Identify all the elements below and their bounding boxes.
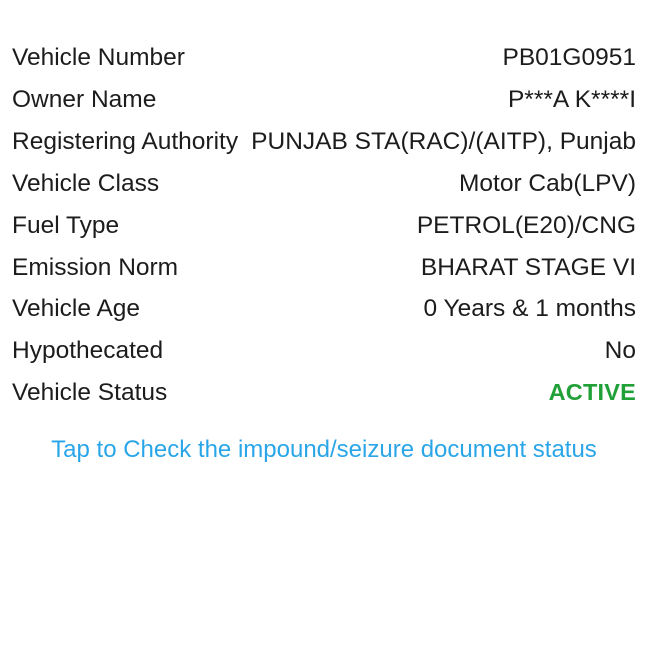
detail-value: PUNJAB STA(RAC)/(AITP), Punjab [251, 127, 636, 155]
detail-label: Vehicle Age [12, 295, 141, 323]
detail-label: Vehicle Number [12, 44, 185, 71]
detail-label: Hypothecated [12, 337, 164, 365]
impound-seizure-status-link[interactable]: Tap to Check the impound/seizure document status [51, 436, 597, 464]
detail-label: Owner Name [12, 85, 157, 113]
detail-value: P***A K****I [507, 85, 636, 113]
detail-label: Emission Norm [12, 253, 179, 281]
detail-row-vehicle-age [12, 295, 636, 337]
detail-row-vehicle-number [12, 44, 636, 86]
detail-row-vehicle-status [12, 379, 636, 421]
detail-label: Vehicle Class [12, 169, 160, 197]
detail-value: BHARAT STAGE VI [420, 253, 636, 281]
detail-value: PETROL(E20)/CNG [416, 211, 636, 239]
detail-value: No [604, 337, 636, 365]
detail-value: Motor Cab(LPV) [458, 169, 636, 197]
detail-value: PB01G0951 [502, 44, 636, 71]
vehicle-details-list [12, 0, 636, 421]
detail-row-registering-authority [12, 128, 636, 170]
detail-row-fuel-type [12, 212, 636, 254]
detail-label: Vehicle Status [12, 379, 168, 407]
detail-label: Registering Authority [12, 127, 239, 155]
status-badge: ACTIVE [548, 379, 636, 406]
detail-row-owner-name [12, 86, 636, 128]
detail-value: 0 Years & 1 months [423, 295, 636, 323]
detail-row-vehicle-class [12, 170, 636, 212]
detail-row-hypothecated [12, 337, 636, 379]
detail-label: Fuel Type [12, 211, 120, 239]
detail-row-emission-norm [12, 254, 636, 296]
